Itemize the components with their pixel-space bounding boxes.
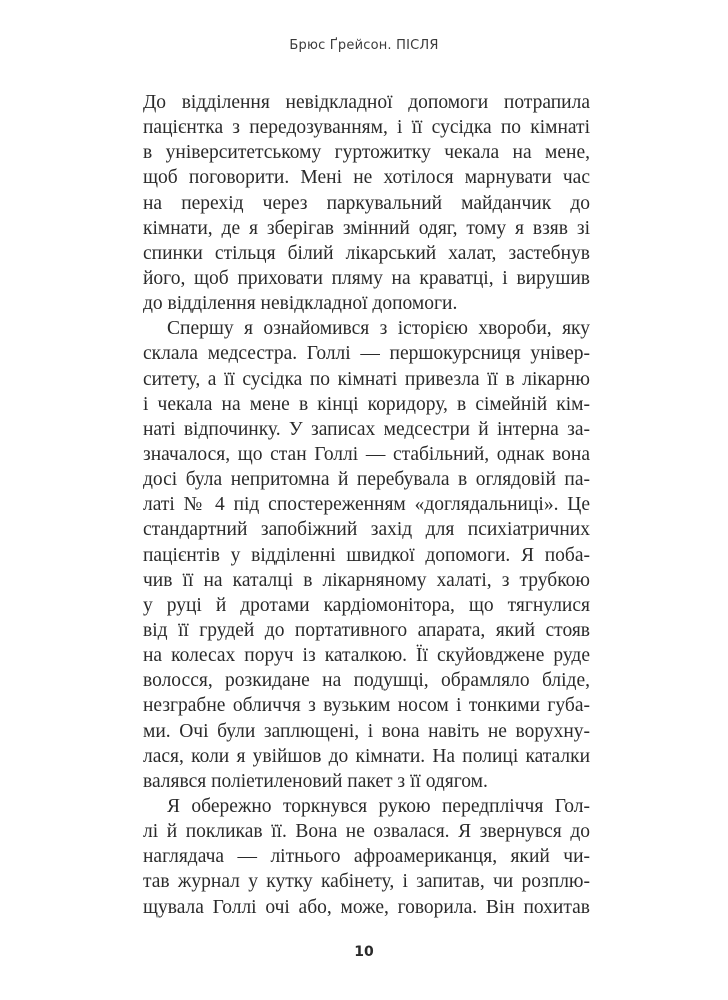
text-line: лі й покликав її. Вона не озвалася. Я звернувся до <box>143 821 590 843</box>
text-line: чив її на каталці в лікарняному халаті, з трубкою <box>143 569 590 591</box>
paragraph <box>143 90 590 316</box>
text-line: щоб поговорити. Мені не хотілося марнувати час <box>143 167 590 189</box>
body-text <box>143 90 590 920</box>
text-line: наті відпочинку. У записах медсестри й інтерна за- <box>143 418 590 440</box>
page-number: 10 <box>354 944 374 960</box>
text-line: наглядача — літнього афроамериканця, який чи- <box>143 846 590 868</box>
text-line: Я обережно торкнувся рукою передпліччя Гол- <box>167 795 590 817</box>
text-line: незграбне обличчя з вузьким носом і тонкими губа- <box>143 695 590 717</box>
text-line: в університетському гуртожитку чекала на мене, <box>143 142 590 164</box>
text-line: у руці й дротами кардіомонітора, що тягнулися <box>143 594 590 616</box>
text-line: значалося, що стан Голлі — стабільний, однак вона <box>143 443 590 465</box>
text-line: волосся, розкидане на подушці, обрамляло бліде, <box>143 670 590 692</box>
text-line: на колесах поруч із каталкою. Її скуйовджене руде <box>143 645 590 667</box>
text-line: спинки стільця білий лікарський халат, застебнув <box>143 242 590 264</box>
text-line: Спершу я ознайомився з історією хвороби, яку <box>167 318 590 340</box>
text-line: досі була непритомна й перебувала в оглядовій па- <box>143 469 590 491</box>
text-line: валявся поліетиленовий пакет з її одягом. <box>143 770 488 792</box>
text-line: лася, коли я увійшов до кімнати. На полиці каталки <box>143 745 590 767</box>
text-line: пацієнтів у відділенні швидкої допомоги. Я поба- <box>143 544 590 566</box>
text-line: його, щоб приховати пляму на краватці, і вирушив <box>143 267 590 289</box>
text-line: щувала Голлі очі або, може, говорила. Він похитав <box>143 896 590 918</box>
text-line: стандартний запобіжний захід для психіатричних <box>143 519 590 541</box>
text-line: ми. Очі були заплющені, і вона навіть не ворухну- <box>143 720 590 742</box>
text-line: до відділення невідкладної допомоги. <box>143 293 458 315</box>
paragraph <box>143 316 590 794</box>
text-line: латі № 4 під спостереженням «доглядальниці». Це <box>143 494 590 516</box>
text-line: склала медсестра. Голлі — першокурсниця універ- <box>143 343 590 365</box>
text-line: від її грудей до портативного апарата, який стояв <box>143 619 590 641</box>
text-line: на перехід через паркувальний майданчик до <box>143 192 590 214</box>
text-line: ситету, а її сусідка по кімнаті привезла її в лікарню <box>143 368 590 390</box>
text-line: і чекала на мене в кінці коридору, в сімейній кім- <box>143 393 590 415</box>
text-line: До відділення невідкладної допомоги потрапила <box>143 92 590 113</box>
text-line: пацієнтка з передозуванням, і її сусідка по кімнаті <box>143 117 590 139</box>
running-header: Брюс Ґрейсон. ПІСЛЯ <box>289 38 439 53</box>
text-line: кімнати, де я зберігав змінний одяг, тому я взяв зі <box>143 217 590 239</box>
paragraph <box>143 794 590 920</box>
text-line: тав журнал у кутку кабінету, і запитав, чи розплю- <box>143 871 590 893</box>
